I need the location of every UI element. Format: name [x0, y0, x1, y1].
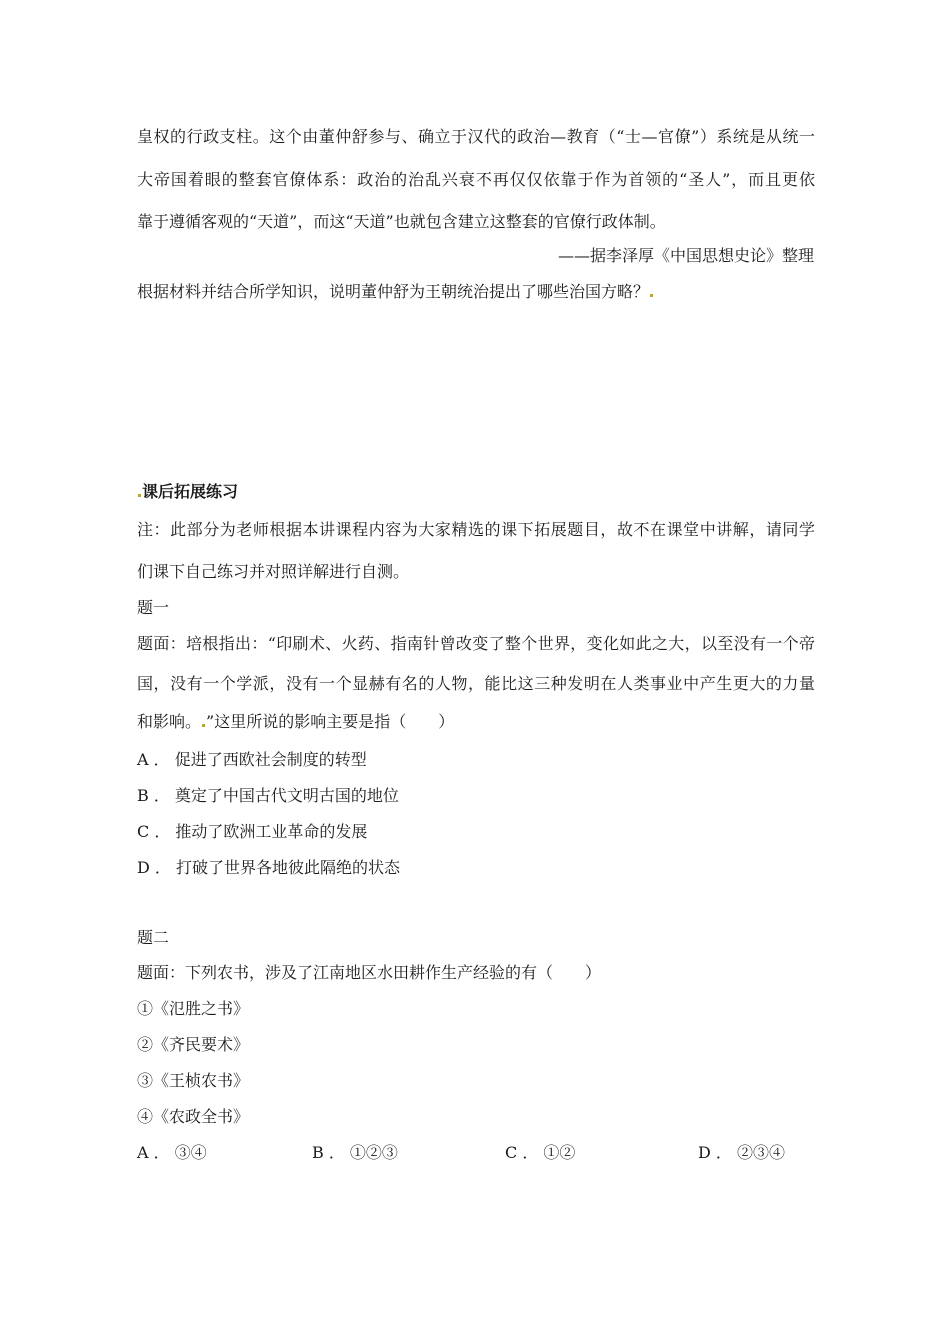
mark-icon [138, 494, 141, 497]
passage-question-text: 根据材料并结合所学知识，说明董仲舒为王朝统治提出了哪些治国方略？ [137, 282, 650, 301]
q2-choice-b: B ． ①②③ [312, 1143, 398, 1162]
q2-label: 题二 [137, 928, 170, 947]
passage-question [137, 282, 654, 302]
q1-option-d: D ． 打破了世界各地彼此隔绝的状态 [137, 858, 401, 877]
q1-option-b: B ． 奠定了中国古代文明古国的地位 [137, 786, 399, 805]
q1-stem-line-3b: ”这里所说的影响主要是指（ ） [206, 712, 455, 731]
section-title [137, 482, 238, 502]
q1-stem-line-3a: 和影响。 [137, 712, 202, 731]
section-note-line-1: 注：此部分为老师根据本讲课程内容为大家精选的课下拓展题目，故不在课堂中讲解，请同学 [137, 520, 815, 539]
q2-choice-c: C ． ①② [505, 1143, 576, 1162]
q1-stem-line-2: 国，没有一个学派，没有一个显赫有名的人物，能比这三种发明在人类事业中产生更大的力量 [137, 674, 815, 693]
q2-item-3: ③《王桢农书》 [137, 1071, 250, 1090]
q2-stem: 题面：下列农书，涉及了江南地区水田耕作生产经验的有（ ） [137, 963, 602, 982]
mark-icon [650, 294, 653, 297]
q2-item-1: ①《氾胜之书》 [137, 999, 250, 1018]
q1-option-c: C ． 推动了欧洲工业革命的发展 [137, 822, 368, 841]
q1-option-a: A ． 促进了西欧社会制度的转型 [137, 750, 367, 769]
q2-item-4: ④《农政全书》 [137, 1107, 250, 1126]
q1-stem-line-3 [137, 712, 454, 732]
q2-choice-d: D ． ②③④ [698, 1143, 786, 1162]
q2-choice-a: A ． ③④ [137, 1143, 207, 1162]
q2-item-2: ②《齐民要术》 [137, 1035, 250, 1054]
passage-line-2: 大帝国着眼的整套官僚体系：政治的治乱兴衰不再仅仅依靠于作为首领的“圣人”，而且更依 [137, 170, 815, 189]
passage-line-1: 皇权的行政支柱。这个由董仲舒参与、确立于汉代的政治—教育（“士—官僚”）系统是从统一 [137, 127, 815, 146]
passage-line-3: 靠于遵循客观的“天道”，而这“天道”也就包含建立这整套的官僚行政体制。 [137, 212, 666, 231]
q1-label: 题一 [137, 598, 170, 617]
passage-source: ——据李泽厚《中国思想史论》整理 [557, 246, 814, 265]
section-title-text: 课后拓展练习 [142, 482, 239, 501]
section-note-line-2: 们课下自己练习并对照详解进行自测。 [137, 562, 410, 581]
mark-icon [202, 724, 205, 727]
q1-stem-line-1: 题面：培根指出：“印刷术、火药、指南针曾改变了整个世界，变化如此之大，以至没有一个帝 [137, 634, 815, 653]
